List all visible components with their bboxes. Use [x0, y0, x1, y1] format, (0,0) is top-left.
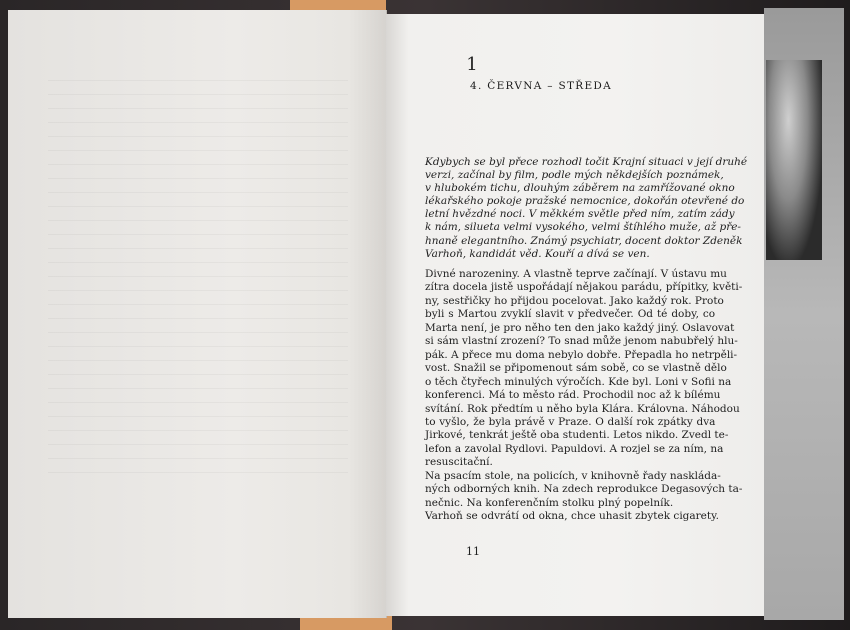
- body-line: ných odborných knih. Na zdech reprodukce Degasových ta-: [425, 483, 743, 496]
- intro-line: letní hvězdné noci. V měkkém světle před ním, zatím zády: [425, 208, 735, 221]
- body-line: zítra docela jistě uspořádají nějakou parádu, přípitky, květi-: [425, 281, 743, 294]
- intro-line: Varhoň, kandidát věd. Kouří a dívá se ven.: [425, 247, 650, 260]
- intro-line: Kdybych se byl přece rozhodl točit Krajní situaci v její druhé: [425, 156, 748, 168]
- body-line: pák. A přece mu doma nebylo dobře. Přepadla ho netrpěli-: [425, 348, 738, 361]
- body-line: resuscitační.: [425, 456, 493, 469]
- intro-line: verzi, začínal by film, podle mých někdejších poznámek,: [425, 169, 724, 182]
- chapter-number: 1: [466, 54, 478, 75]
- body-line: Jirkové, tenkrát ještě oba studenti. Letos nikdo. Zvedl te-: [425, 429, 729, 442]
- photo-portrait: [766, 60, 822, 260]
- body-line: vost. Snažil se připomenout sám sobě, co se vlastně dělo: [425, 362, 727, 375]
- body-line: lefon a zavolal Rydlovi. Papuldovi. A rozjel se za ním, na: [425, 442, 724, 455]
- intro-line: hnaně elegantního. Známý psychiatr, docent doktor Zdeněk: [425, 234, 743, 247]
- intro-line: lékařského pokoje pražské nemocnice, dokořán otevřené do: [425, 195, 745, 208]
- body-line: ny, sestřičky ho přijdou pocelovat. Jako každý rok. Proto: [425, 294, 724, 307]
- page-number: 11: [466, 545, 480, 558]
- body-line: to vyšlo, že byla právě v Praze. O další rok zpátky dva: [425, 415, 716, 428]
- show-through-text: [48, 80, 348, 480]
- intro-line: v hlubokém tichu, dlouhým záběrem na zamřížované okno: [425, 182, 735, 195]
- left-page: [8, 10, 387, 618]
- body-line: o těch čtyřech minulých výročích. Kde byl. Loni v Sofii na: [425, 375, 732, 388]
- intro-line: k nám, silueta velmi vysokého, velmi štíhlého muže, až pře-: [425, 221, 741, 234]
- intro-paragraph: [425, 156, 748, 261]
- body-line: konferenci. Má to město rád. Prochodil noc až k bílému: [425, 389, 721, 402]
- body-line: byli s Martou zvyklí slavit v předvečer. Od té doby, co: [425, 308, 716, 321]
- body-text: [425, 268, 743, 524]
- body-line: Divné narozeniny. A vlastně teprve začínají. V ústavu mu: [425, 268, 727, 280]
- body-line: Varhoň se odvrátí od okna, chce uhasit zbytek cigarety.: [425, 510, 719, 523]
- body-line: Na psacím stole, na policích, v knihovně řady naskláda-: [425, 469, 721, 482]
- body-line: nečnic. Na konferenčním stolku plný popelník.: [425, 496, 674, 509]
- body-line: si sám vlastní zrození? To snad může jenom nabubřelý hlu-: [425, 335, 738, 348]
- body-line: Marta není, je pro něho ten den jako každý jiný. Oslavovat: [425, 321, 735, 334]
- chapter-heading: 4. ČERVNA – STŘEDA: [470, 80, 613, 92]
- body-line: svítání. Rok předtím u něho byla Klára. Královna. Náhodou: [425, 402, 740, 415]
